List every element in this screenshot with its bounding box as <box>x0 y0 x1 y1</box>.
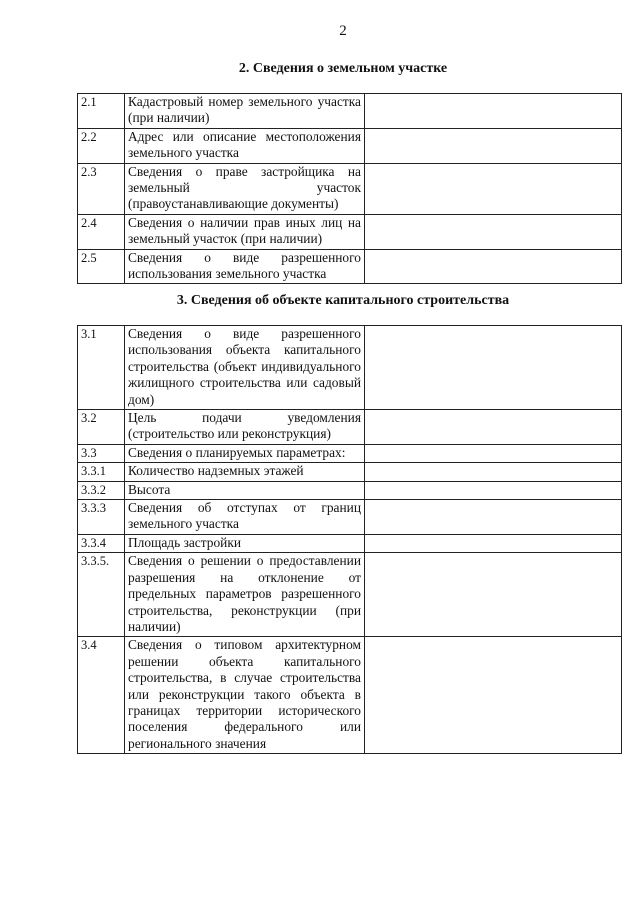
height-field[interactable] <box>365 481 622 499</box>
page-number: 2 <box>339 23 347 39</box>
row-number: 2.2 <box>78 128 125 163</box>
table-row <box>78 94 622 129</box>
row-label: Количество надземных этажей <box>125 463 365 481</box>
table-row <box>78 463 622 481</box>
table-row <box>78 481 622 499</box>
table-row <box>78 128 622 163</box>
row-number: 2.5 <box>78 249 125 284</box>
construction-object-table <box>77 325 622 754</box>
row-number: 3.4 <box>78 637 125 754</box>
table-row <box>78 326 622 410</box>
table-row <box>78 553 622 637</box>
row-number: 3.3 <box>78 444 125 462</box>
table-row <box>78 444 622 462</box>
row-label: Сведения о виде разрешенного использования объекта капитального строительства (объект индивидуального жилищного строительства или садовый дом) <box>125 326 365 410</box>
address-field[interactable] <box>365 128 622 163</box>
row-number: 2.3 <box>78 163 125 214</box>
table-row <box>78 500 622 535</box>
row-label: Сведения о праве застройщика на земельный участок (правоустанавливающие документы) <box>125 163 365 214</box>
architectural-solution-field[interactable] <box>365 637 622 754</box>
object-use-field[interactable] <box>365 326 622 410</box>
land-plot-table <box>77 93 622 284</box>
table-row <box>78 163 622 214</box>
building-area-field[interactable] <box>365 534 622 552</box>
section-3-title: 3. Сведения об объекте капитального строительства <box>176 293 510 308</box>
planned-parameters-field[interactable] <box>365 444 622 462</box>
row-label: Сведения о планируемых параметрах: <box>125 444 365 462</box>
row-label: Высота <box>125 481 365 499</box>
row-number: 3.3.3 <box>78 500 125 535</box>
row-label: Сведения о виде разрешенного использования земельного участка <box>125 249 365 284</box>
row-number: 3.3.1 <box>78 463 125 481</box>
setbacks-field[interactable] <box>365 500 622 535</box>
developer-rights-field[interactable] <box>365 163 622 214</box>
row-label: Адрес или описание местоположения земельного участка <box>125 128 365 163</box>
third-party-rights-field[interactable] <box>365 214 622 249</box>
row-number: 3.3.2 <box>78 481 125 499</box>
row-label: Кадастровый номер земельного участка (при наличии) <box>125 94 365 129</box>
table-row <box>78 534 622 552</box>
row-number: 2.1 <box>78 94 125 129</box>
row-label: Цель подачи уведомления (строительство или реконструкция) <box>125 410 365 445</box>
row-label: Сведения о типовом архитектурном решении объекта капитального строительства, в случае строительства или реконструкции такого объекта в границах территории исторического поселения федерального или регионального значения <box>125 637 365 754</box>
row-number: 2.4 <box>78 214 125 249</box>
permitted-use-field[interactable] <box>365 249 622 284</box>
cadastral-number-field[interactable] <box>365 94 622 129</box>
row-label: Площадь застройки <box>125 534 365 552</box>
table-row <box>78 637 622 754</box>
table-row <box>78 214 622 249</box>
floors-count-field[interactable] <box>365 463 622 481</box>
row-number: 3.3.5. <box>78 553 125 637</box>
table-row <box>78 249 622 284</box>
row-label: Сведения о решении о предоставлении разрешения на отклонение от предельных параметров разрешенного строительства, реконструкции (при наличии) <box>125 553 365 637</box>
row-label: Сведения об отступах от границ земельного участка <box>125 500 365 535</box>
notification-purpose-field[interactable] <box>365 410 622 445</box>
table-row <box>78 410 622 445</box>
row-number: 3.1 <box>78 326 125 410</box>
row-label: Сведения о наличии прав иных лиц на земельный участок (при наличии) <box>125 214 365 249</box>
section-2-title: 2. Сведения о земельном участке <box>238 61 448 76</box>
row-number: 3.3.4 <box>78 534 125 552</box>
deviation-permit-field[interactable] <box>365 553 622 637</box>
row-number: 3.2 <box>78 410 125 445</box>
